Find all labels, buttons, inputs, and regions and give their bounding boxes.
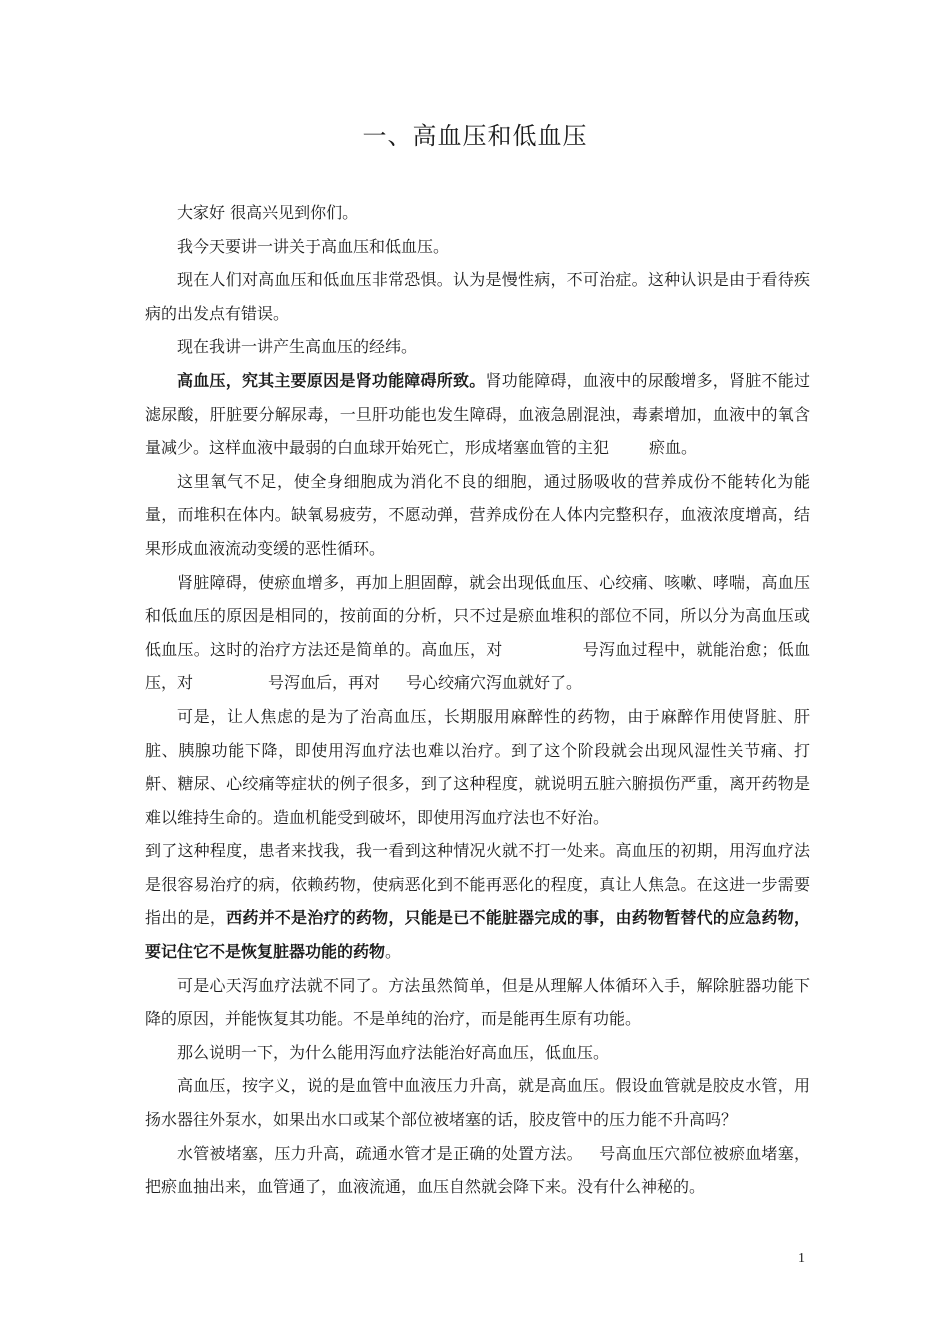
document-body	[145, 196, 810, 1204]
kidney-text-d: 号心绞痛穴泻血就好了。	[406, 673, 583, 693]
paragraph-fear: 现在人们对高血压和低血压非常恐惧。认为是慢性病，不可治症。这种认识是由于看待疾病的出发点有错误。	[145, 270, 810, 323]
paragraph-drugs: 可是，让人焦虑的是为了治高血压，长期服用麻醉性的药物，由于麻醉作用使肾脏、肝脏、胰腺功能下降，即使用泻血疗法也难以治疗。到了这个阶段就会出现风湿性关节痛、打鼾、糖尿、心绞痛等症状的例子很多，到了这种程度，就说明五脏六腑损伤严重，离开药物是难以维持生命的。造血机能受到破坏，即使用泻血疗法也不好治。	[145, 706, 810, 827]
paragraph-explain: 那么说明一下，为什么能用泻血疗法能治好高血压，低血压。	[177, 1042, 610, 1062]
conclusion-text-b: 号高血压穴部位被瘀血堵塞，把瘀血抽出来，血管通了，血液流通，血压自然就会降下来。没有什么神秘的。	[145, 1143, 810, 1197]
paragraph-conclusion	[145, 1137, 810, 1204]
paragraph-kidney	[145, 566, 810, 700]
patients-text: 到了这种程度，患者来找我，我一看到这种情况火就不打一处来。高血压的初期，用泻血疗法是很容易治疗的病，依赖药物，使病恶化到不能再恶化的程度，真让人焦急。在这进一步需要指出的是，	[145, 841, 810, 928]
paragraph-method: 可是心天泻血疗法就不同了。方法虽然简单，但是从理解人体循环入手，解除脏器功能下降的原因，并能恢复其功能。不是单纯的治疗，而是能再生原有功能。	[145, 975, 810, 1029]
patients-end-text: 。	[385, 942, 402, 962]
kidney-text-b: 号泻血过程中，就能治愈；低血压，对	[145, 639, 810, 693]
paragraph-patients	[145, 834, 810, 968]
kidney-text-a: 肾脏障碍，使瘀血增多，再加上胆固醇，就会出现低血压、心绞痛、咳嗽、哮喘，高血压和低血压的原因是相同的，按前面的分析，只不过是瘀血堆积的部位不同，所以分为高血压或低血压。这时的治疗方法还是简单的。高血压，对	[145, 572, 810, 659]
paragraph-intro: 现在我讲一讲产生高血压的经纬。	[177, 337, 418, 357]
cause-end-text: 瘀血。	[649, 438, 698, 458]
cause-text: 肾功能障碍，血液中的尿酸增多，肾脏不能过滤尿酸，肝脏要分解尿毒，一旦肝功能也发生障碍，血液急剧混浊，毒素增加，血液中的氧含量减少。这样血液中最弱的白血球开始死亡，形成堵塞血管的主犯	[145, 370, 810, 458]
cause-bold-text: 高血压，究其主要原因是肾功能障碍所致。	[177, 370, 486, 390]
paragraph-greeting: 大家好 很高兴见到你们。	[177, 203, 359, 222]
kidney-text-c: 号泻血后，再对	[268, 673, 381, 693]
conclusion-text-a: 水管被堵塞，压力升高，疏通水管才是正确的处置方法。	[177, 1143, 583, 1163]
paragraph-cause	[145, 364, 810, 465]
page-number: 1	[798, 1251, 805, 1266]
paragraph-oxygen: 这里氧气不足，使全身细胞成为消化不良的细胞，通过肠吸收的营养成份不能转化为能量，而堆积在体内。缺氧易疲劳，不愿动弹，营养成份在人体内完整积存，血液浓度增高，结果形成血液流动变缓的恶性循环。	[145, 471, 810, 558]
page-title: 一、高血压和低血压	[362, 122, 588, 150]
patients-bold-text: 西药并不是治疗的药物，只能是已不能脏器完成的事，由药物暂替代的应急药物，要记住它不是恢复脏器功能的药物	[145, 908, 810, 962]
paragraph-topic: 我今天要讲一讲关于高血压和低血压。	[177, 236, 450, 256]
paragraph-hose: 高血压，按字义，说的是血管中血液压力升高，就是高血压。假设血管就是胶皮水管，用扬水器往外泵水，如果出水口或某个部位被堵塞的话，胶皮管中的压力能不升高吗？	[145, 1076, 810, 1130]
